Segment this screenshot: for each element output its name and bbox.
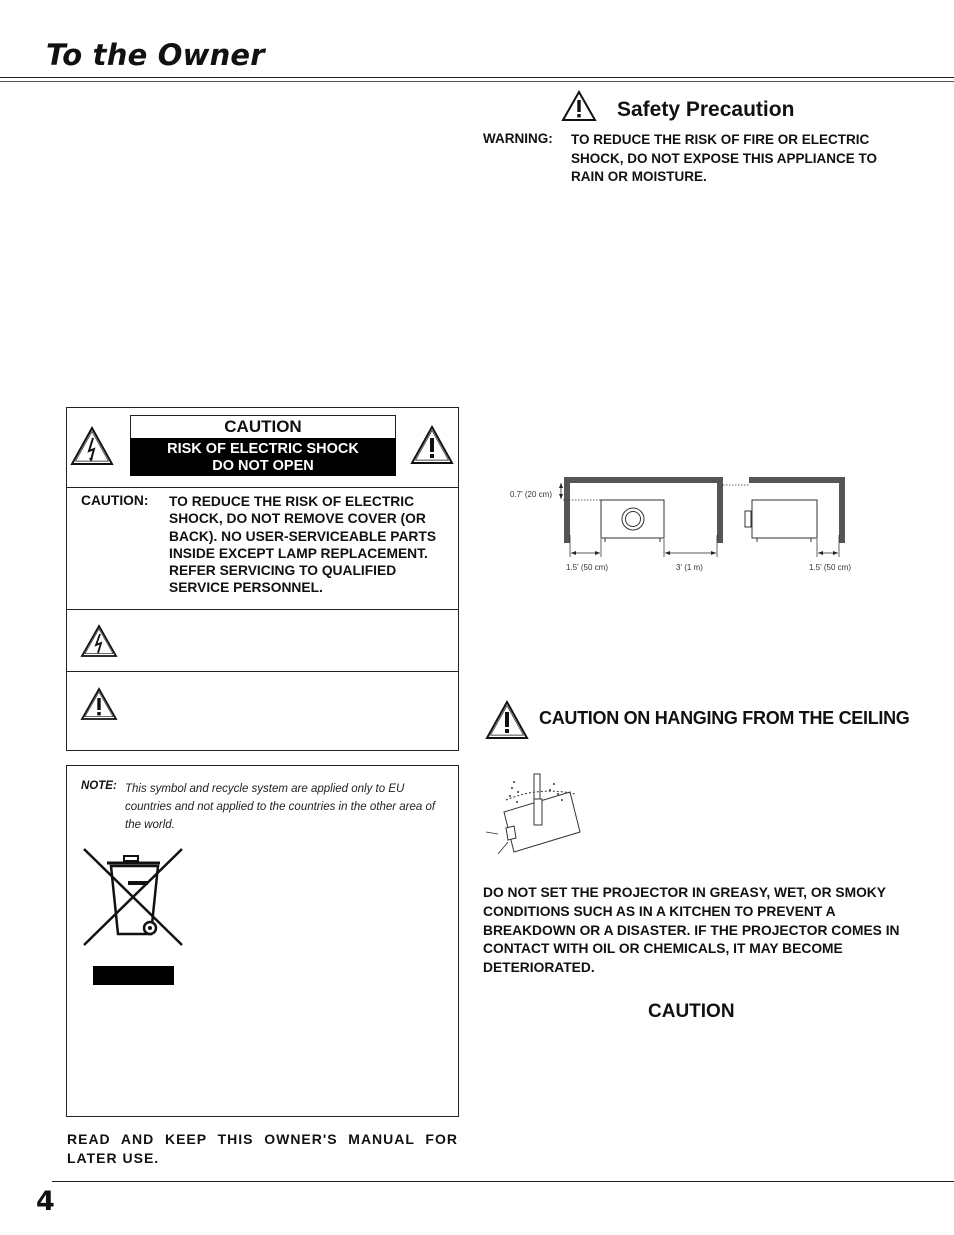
note-label: NOTE:: [81, 780, 117, 792]
read-keep-notice: READ AND KEEP THIS OWNER'S MANUAL FOR LATER USE.: [67, 1131, 458, 1166]
warning-triangle-icon: [561, 90, 597, 122]
ceiling-caution-heading: CAUTION ON HANGING FROM THE CEILING: [539, 708, 910, 728]
divider: [67, 609, 458, 610]
exclamation-triangle-icon: [80, 687, 118, 721]
clearance-left-label: 1.5' (50 cm): [566, 563, 608, 572]
clearance-top-label: 0.7' (20 cm): [510, 490, 552, 499]
risk-of-shock-banner: [130, 438, 396, 476]
greasy-conditions-warning: DO NOT SET THE PROJECTOR IN GREASY, WET, OR SMOKY CONDITIONS SUCH AS IN A KITCHEN TO PREVENT A BREAKDOWN OR A DISASTER. IF THE PROJECTOR COMES IN CONTACT WITH OIL OR CHEMICALS, IT MAY BECOME DETERIORATED.: [483, 885, 900, 976]
caution-label: CAUTION:: [81, 493, 149, 508]
footer-rule: [52, 1181, 954, 1182]
clearance-diagram: [505, 473, 865, 578]
safety-precaution-heading: Safety Precaution: [617, 98, 795, 121]
divider: [67, 671, 458, 672]
risk-line-1: RISK OF ELECTRIC SHOCK: [167, 441, 359, 457]
ceiling-mounted-projector-illustration: [484, 772, 584, 858]
caution-header: CAUTION: [130, 415, 396, 439]
lightning-triangle-icon: [70, 426, 114, 466]
page-number: 4: [36, 1186, 55, 1217]
black-bar-marker: [93, 966, 174, 985]
caution-heading: CAUTION: [648, 1001, 735, 1022]
page-title: To the Owner: [46, 38, 265, 72]
divider: [67, 487, 458, 488]
note-text: This symbol and recycle system are applied only to EU countries and not applied to the countries in the other area of the world.: [125, 783, 436, 831]
exclamation-triangle-icon: [410, 425, 454, 465]
caution-text: TO REDUCE THE RISK OF ELECTRIC SHOCK, DO NOT REMOVE COVER (OR BACK). NO USER-SERVICEABLE PARTS INSIDE EXCEPT LAMP REPLACEMENT. REFER SERVICING TO QUALIFIED SERVICE PERSONNEL.: [169, 494, 437, 596]
header-rule: [0, 77, 954, 78]
header-rule-thin: [0, 81, 954, 82]
warning-label: WARNING:: [483, 131, 553, 146]
clearance-middle-label: 3' (1 m): [676, 563, 703, 572]
warning-triangle-icon: [485, 700, 529, 740]
clearance-right-label: 1.5' (50 cm): [809, 563, 851, 572]
risk-line-2: DO NOT OPEN: [212, 458, 314, 474]
crossed-out-wheelie-bin-icon: [80, 846, 186, 946]
lightning-triangle-icon: [80, 624, 118, 658]
warning-text: TO REDUCE THE RISK OF FIRE OR ELECTRIC SHOCK, DO NOT EXPOSE THIS APPLIANCE TO RAIN OR MOISTURE.: [571, 132, 878, 184]
